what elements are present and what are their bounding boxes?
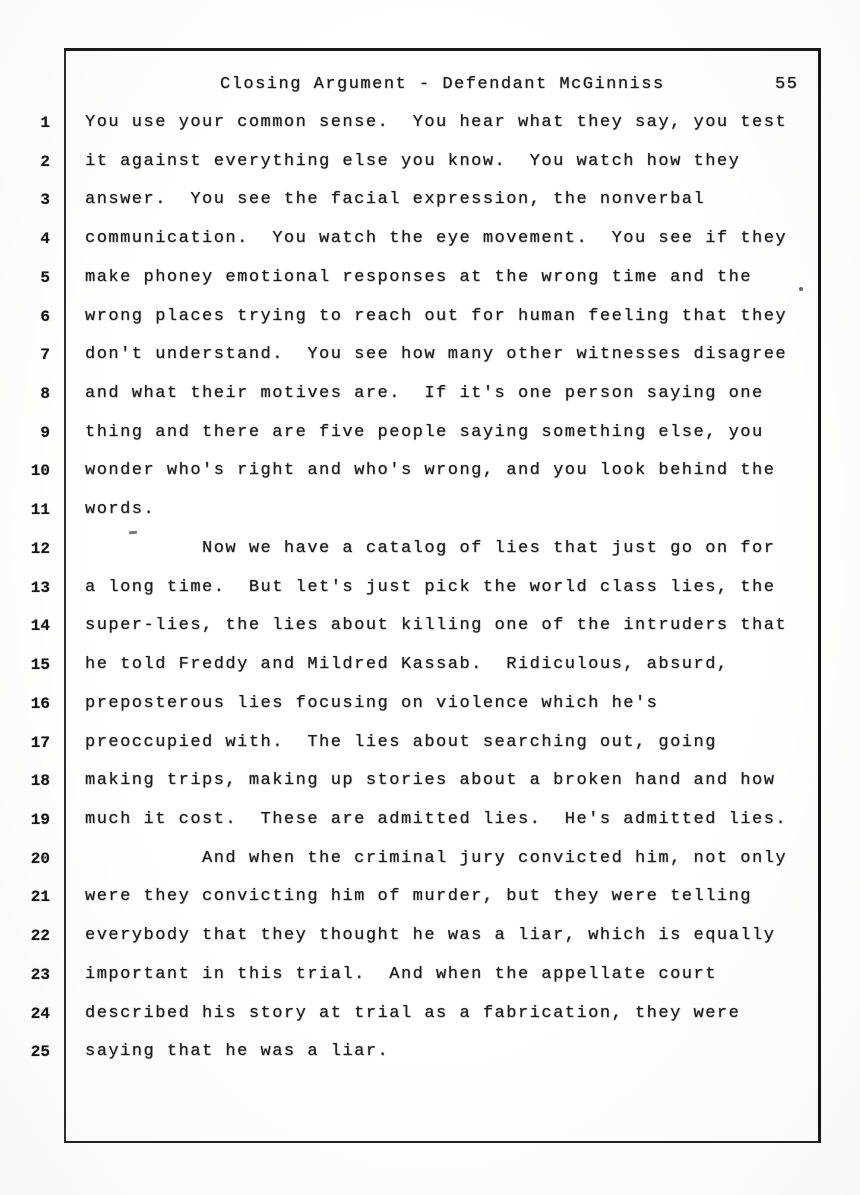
transcript-line xyxy=(0,336,860,375)
transcript-line xyxy=(0,762,860,801)
line-number: 7 xyxy=(40,346,50,365)
line-number: 24 xyxy=(30,1004,50,1023)
line-number: 12 xyxy=(30,539,50,558)
transcript-line xyxy=(0,143,860,182)
transcript-line-text: thing and there are five people saying something else, you xyxy=(85,422,764,442)
line-number: 9 xyxy=(40,423,50,442)
transcript-line-text: and what their motives are. If it's one person saying one xyxy=(85,384,764,404)
line-number: 3 xyxy=(40,191,50,210)
line-number: 13 xyxy=(30,578,50,597)
transcript-line-text: saying that he was a liar. xyxy=(85,1042,390,1062)
transcript-line xyxy=(0,181,860,220)
transcript-line xyxy=(0,917,860,956)
transcript-line xyxy=(0,995,860,1034)
scan-artifact-dot xyxy=(799,287,803,291)
transcript-line xyxy=(0,375,860,414)
transcript-line xyxy=(0,569,860,608)
transcript-line-text: preoccupied with. The lies about searching out, going xyxy=(85,732,717,752)
line-number: 11 xyxy=(30,501,50,520)
line-number: 21 xyxy=(30,888,50,907)
transcript-line-text: words. xyxy=(85,500,156,520)
line-number: 20 xyxy=(30,849,50,868)
transcript-line-text: answer. You see the facial expression, the nonverbal xyxy=(85,190,706,210)
page-number: 55 xyxy=(775,75,799,94)
line-number: 15 xyxy=(30,656,50,675)
transcript-line-text: he told Freddy and Mildred Kassab. Ridiculous, absurd, xyxy=(85,655,729,675)
transcript-line-text: important in this trial. And when the appellate court xyxy=(85,964,717,984)
line-number: 19 xyxy=(30,810,50,829)
transcript-line xyxy=(0,607,860,646)
page-title: Closing Argument - Defendant McGinniss xyxy=(220,75,665,94)
line-number: 14 xyxy=(30,617,50,636)
transcript-line xyxy=(0,491,860,530)
line-number: 8 xyxy=(40,385,50,404)
line-number: 2 xyxy=(40,152,50,171)
transcript-line-text: a long time. But let's just pick the world class lies, the xyxy=(85,577,776,597)
transcript-line-text: were they convicting him of murder, but they were telling xyxy=(85,887,752,907)
line-number: 10 xyxy=(30,462,50,481)
transcript-line-text: don't understand. You see how many other witnesses disagree xyxy=(85,345,788,365)
line-number: 1 xyxy=(40,114,50,132)
transcript-line-text: making trips, making up stories about a broken hand and how xyxy=(85,771,776,791)
line-number: 5 xyxy=(40,268,50,287)
transcript-line-text: described his story at trial as a fabrication, they were xyxy=(85,1003,741,1023)
transcript-line xyxy=(0,220,860,259)
transcript-line xyxy=(0,840,860,879)
line-number: 4 xyxy=(40,230,50,249)
transcript-line xyxy=(0,259,860,298)
page-header xyxy=(0,65,860,104)
transcript-line xyxy=(0,685,860,724)
transcript-line-text: much it cost. These are admitted lies. He's admitted lies. xyxy=(85,809,788,829)
transcript-line-text: wrong places trying to reach out for human feeling that they xyxy=(85,306,788,326)
transcript-line xyxy=(0,414,860,453)
transcript-line-text: You use your common sense. You hear what they say, you test xyxy=(85,113,788,132)
line-number: 18 xyxy=(30,772,50,791)
transcript-line xyxy=(0,298,860,337)
transcript-line xyxy=(0,878,860,917)
line-number: 6 xyxy=(40,307,50,326)
transcript-line xyxy=(0,801,860,840)
scan-artifact-dash xyxy=(129,531,137,535)
line-number: 22 xyxy=(30,927,50,946)
transcript-lines xyxy=(0,104,860,1072)
transcript-line xyxy=(0,724,860,763)
line-number: 17 xyxy=(30,733,50,752)
transcript-line-text: everybody that they thought he was a liar, which is equally xyxy=(85,926,776,946)
transcript-line-text: make phoney emotional responses at the wrong time and the xyxy=(85,267,752,287)
transcript-line-text: And when the criminal jury convicted him, not only xyxy=(85,848,788,868)
transcript-line-text: preposterous lies focusing on violence which he's xyxy=(85,693,659,713)
transcript-line-text: super-lies, the lies about killing one of the intruders that xyxy=(85,616,788,636)
transcript-line xyxy=(0,452,860,491)
transcript-line xyxy=(0,646,860,685)
line-number: 25 xyxy=(30,1043,50,1062)
line-number: 16 xyxy=(30,694,50,713)
transcript-line-text: communication. You watch the eye movement. You see if they xyxy=(85,229,788,249)
transcript-line-text: Now we have a catalog of lies that just go on for xyxy=(85,538,776,558)
transcript-line xyxy=(0,956,860,995)
transcript-line xyxy=(0,530,860,569)
transcript-line-text: wonder who's right and who's wrong, and you look behind the xyxy=(85,461,776,481)
transcript-line xyxy=(0,104,860,143)
transcript-line-text: it against everything else you know. You watch how they xyxy=(85,151,741,171)
line-number: 23 xyxy=(30,965,50,984)
transcript-line xyxy=(0,1033,860,1072)
